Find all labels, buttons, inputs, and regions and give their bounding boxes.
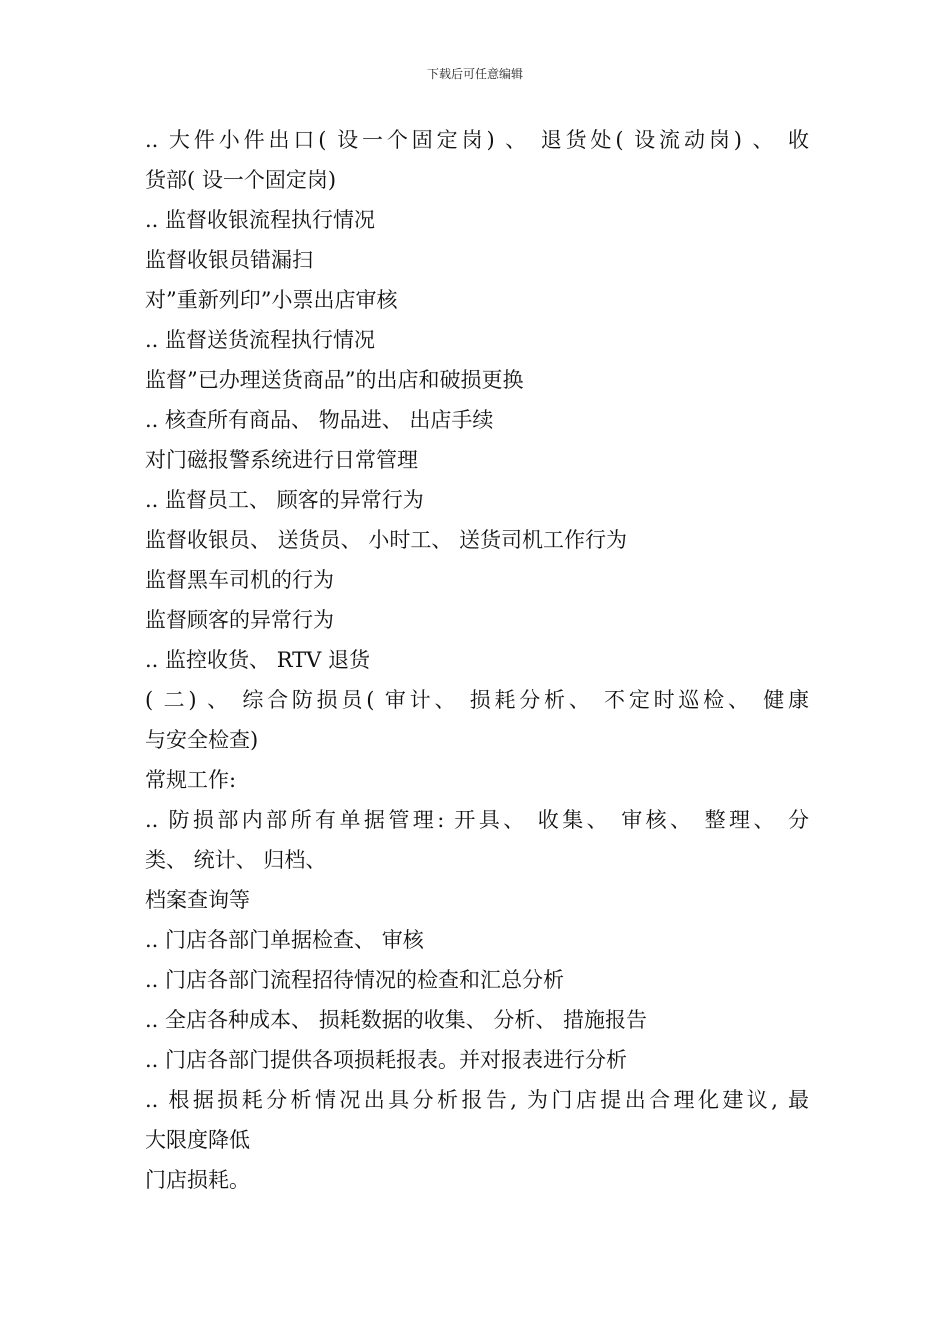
page-header: 下载后可任意编辑 — [426, 67, 523, 81]
text-line: .. 防损部内部所有单据管理: 开具、 收集、 审核、 整理、 分 — [145, 808, 809, 832]
text-line: 门店损耗。 — [145, 1168, 250, 1192]
text-line: 监督”已办理送货商品”的出店和破损更换 — [145, 368, 524, 392]
text-line: .. 监督收银流程执行情况 — [145, 208, 376, 232]
text-line: 对门磁报警系统进行日常管理 — [145, 448, 418, 472]
text-line: 档案查询等 — [145, 888, 250, 912]
text-line: .. 门店各部门提供各项损耗报表。并对报表进行分析 — [145, 1048, 628, 1072]
text-line: 类、 统计、 归档、 — [145, 848, 327, 872]
text-line: .. 监控收货、 RTV 退货 — [145, 648, 370, 672]
text-line: 大限度降低 — [145, 1128, 250, 1152]
text-line: .. 核查所有商品、 物品进、 出店手续 — [145, 408, 494, 432]
text-line: 监督收银员错漏扫 — [145, 248, 313, 272]
text-line: 常规工作: — [145, 768, 237, 792]
text-line: 监督收银员、 送货员、 小时工、 送货司机工作行为 — [145, 528, 628, 552]
section-heading: ( 二) 、 综合防损员( 审计、 损耗分析、 不定时巡检、 健康 — [145, 688, 809, 712]
text-line: 监督顾客的异常行为 — [145, 608, 334, 632]
text-line: 对”重新列印”小票出店审核 — [145, 288, 398, 312]
text-line: 与安全检查) — [145, 728, 259, 752]
text-line: .. 全店各种成本、 损耗数据的收集、 分析、 措施报告 — [145, 1008, 648, 1032]
text-line: .. 根据损耗分析情况出具分析报告, 为门店提出合理化建议, 最 — [145, 1088, 809, 1112]
text-line: .. 监督送货流程执行情况 — [145, 328, 376, 352]
text-line: .. 监督员工、 顾客的异常行为 — [145, 488, 424, 512]
text-line: .. 门店各部门单据检查、 审核 — [145, 928, 424, 952]
text-line: .. 大件小件出口( 设一个固定岗) 、 退货处( 设流动岗) 、 收 — [145, 128, 809, 152]
text-line: 监督黑车司机的行为 — [145, 568, 334, 592]
text-line: 货部( 设一个固定岗) — [145, 168, 337, 192]
document-body — [145, 120, 809, 1200]
text-line: .. 门店各部门流程招待情况的检查和汇总分析 — [145, 968, 565, 992]
